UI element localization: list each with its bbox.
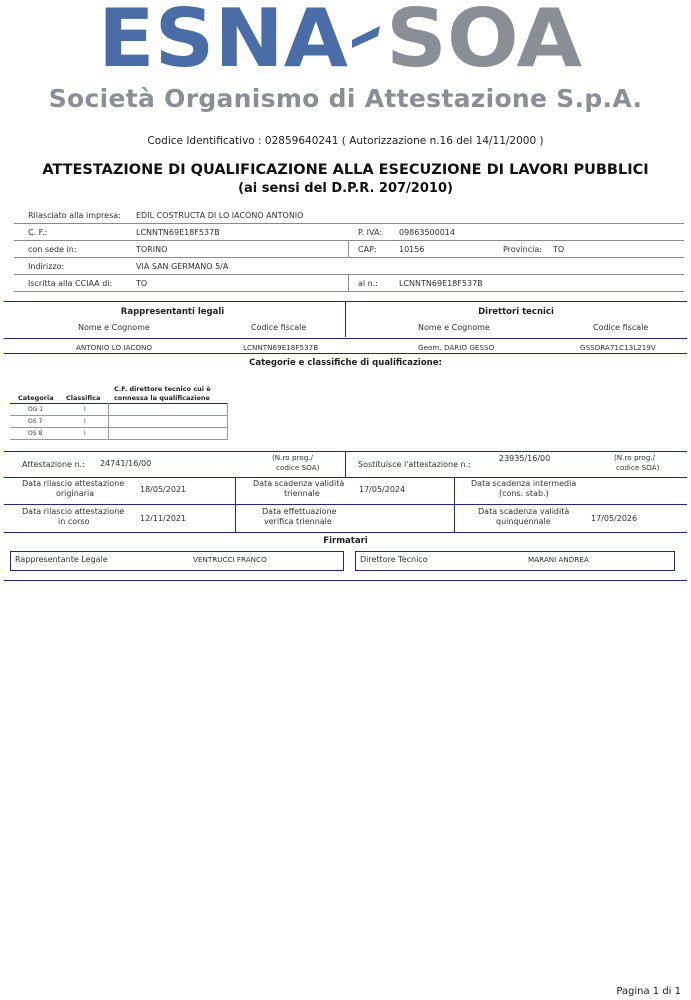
- rappresentanti-col-cf: Codice fiscale: [251, 323, 307, 332]
- logo-dash-shape: [352, 26, 380, 48]
- piva-label: P. IVA:: [358, 228, 383, 237]
- table-row-categoria: OG 1: [28, 406, 44, 413]
- divider: [108, 403, 109, 440]
- rilascio-corso-value: 12/11/2021: [140, 514, 187, 523]
- nro-prog2-2: codice SOA): [616, 463, 660, 472]
- table-row-classifica: I: [84, 418, 86, 425]
- cf-value: LCNNTN69E18F537B: [136, 228, 220, 237]
- direttori-title: Direttori tecnici: [478, 307, 554, 317]
- col-cf-direttore-2: connessa la qualificazione: [114, 394, 210, 402]
- scadenza-triennale-label-1: Data scadenza validità: [253, 479, 345, 488]
- direttori-col-cf: Codice fiscale: [593, 323, 649, 332]
- rilasciato-label: Rilasciato alla impresa:: [28, 211, 121, 220]
- categorie-title: Categorie e classifiche di qualificazione:: [249, 358, 442, 368]
- nro-prog-2: codice SOA): [276, 463, 320, 472]
- col-cf-direttore-1: C.F. direttore tecnico cui è: [114, 385, 211, 393]
- divider: [14, 257, 684, 258]
- categorie-table: [10, 382, 228, 442]
- attestazione-label: Attestazione n.:: [22, 460, 85, 469]
- divider-gap: [348, 224, 349, 240]
- firmatario-direttore-value: MARANI ANDREA: [528, 555, 589, 564]
- divider-gap: [348, 257, 349, 274]
- rappresentante-cf: LCNNTN69E18F537B: [243, 343, 319, 352]
- divider: [4, 580, 687, 581]
- sede-label: con sede in:: [28, 245, 77, 254]
- divider: [4, 477, 687, 478]
- rappresentanti-title: Rappresentanti legali: [120, 307, 225, 317]
- provincia-value: TO: [553, 245, 565, 254]
- divider: [227, 403, 228, 440]
- scadenza-intermedia-label-1: Data scadenza intermedia: [471, 479, 577, 488]
- page-number: Pagina 1 di 1: [616, 986, 681, 997]
- codice-identificativo: Codice Identificativo : 02859640241 ( Autorizzazione n.16 del 14/11/2000 ): [147, 135, 544, 147]
- col-categoria: Categoria: [18, 394, 54, 402]
- divider: [345, 451, 346, 477]
- firmatario-rappresentante-label: Rappresentante Legale: [15, 555, 108, 564]
- divider: [10, 403, 228, 404]
- scadenza-quinquennale-value: 17/05/2026: [591, 514, 638, 523]
- col-classifica: Classifica: [66, 394, 101, 402]
- firmatari-title: Firmatari: [323, 536, 368, 546]
- divider: [14, 291, 684, 292]
- divider: [454, 477, 455, 532]
- verifica-triennale-label-2: verifica triennale: [264, 517, 332, 526]
- table-row-categoria: OS 7: [28, 418, 43, 425]
- divider: [14, 240, 684, 241]
- cf-label: C. F.:: [28, 228, 48, 237]
- scadenza-quinquennale-label-2: quinquennale: [496, 517, 551, 526]
- sostituisce-label: Sostituisce l'attestazione n.:: [358, 460, 471, 469]
- piva-value: 09863500014: [399, 228, 455, 237]
- divider: [4, 353, 687, 354]
- logo-esna-text: ESNA: [98, 0, 349, 80]
- sede-value: TORINO: [136, 245, 168, 254]
- verifica-triennale-label-1: Data effettuazione: [262, 507, 337, 516]
- rilascio-originaria-label-2: originaria: [56, 489, 95, 498]
- divider: [14, 274, 684, 275]
- table-row-classifica: I: [84, 406, 86, 413]
- divider: [4, 504, 687, 505]
- rilascio-corso-label-2: in corso: [58, 517, 90, 526]
- rappresentante-nome: ANTONIO LO IACONO: [76, 343, 153, 352]
- firmatario-direttore-label: Direttore Tecnico: [360, 555, 428, 564]
- firmatario-rappresentante-value: VENTRUCCI FRANCO: [193, 555, 267, 564]
- table-row-categoria: OS 8: [28, 430, 43, 437]
- nro-prog2-1: (N.ro prog./: [614, 453, 655, 462]
- divider: [10, 439, 228, 440]
- indirizzo-value: VIA SAN GERMANO 5/A: [136, 262, 229, 271]
- logo-graphic: [0, 0, 691, 80]
- direttore-cf: GSSDRA71C13L219V: [580, 343, 656, 352]
- aln-label: al n.:: [358, 279, 378, 288]
- cciaa-value: TO: [136, 279, 148, 288]
- rilascio-originaria-label-1: Data rilascio attestazione: [22, 479, 125, 488]
- aln-value: LCNNTN69E18F537B: [399, 279, 483, 288]
- scadenza-quinquennale-label-1: Data scadenza validità: [478, 507, 570, 516]
- document-title: ATTESTAZIONE DI QUALIFICAZIONE ALLA ESECUZIONE DI LAVORI PUBBLICI: [42, 162, 649, 178]
- scadenza-triennale-value: 17/05/2024: [359, 485, 406, 494]
- logo-soa-text: SOA: [386, 0, 583, 80]
- document-subtitle: (ai sensi del D.P.R. 207/2010): [238, 181, 453, 196]
- indirizzo-label: Indirizzo:: [28, 262, 65, 271]
- firmatario-rappresentante-box: [10, 551, 344, 571]
- rilascio-corso-label-1: Data rilascio attestazione: [22, 507, 125, 516]
- nro-prog-1: (N.ro prog./: [272, 453, 313, 462]
- scadenza-triennale-label-2: triennale: [284, 489, 320, 498]
- divider: [10, 427, 228, 428]
- divider: [4, 338, 687, 339]
- cap-value: 10156: [399, 245, 425, 254]
- attestazione-value: 24741/16/00: [100, 459, 152, 468]
- rappresentanti-col-nome: Nome e Cognome: [78, 323, 150, 332]
- divider: [235, 477, 236, 532]
- scadenza-intermedia-label-2: (cons. stab.): [499, 489, 549, 498]
- direttori-col-nome: Nome e Cognome: [418, 323, 490, 332]
- provincia-label: Provincia:: [503, 245, 542, 254]
- rilascio-originaria-value: 18/05/2021: [140, 485, 187, 494]
- table-row-classifica: I: [84, 430, 86, 437]
- divider: [10, 415, 228, 416]
- cciaa-label: Iscritta alla CCIAA di:: [28, 279, 113, 288]
- firmatario-direttore-box: [355, 551, 675, 571]
- cap-label: CAP:: [358, 245, 377, 254]
- direttore-nome: Geom. DARIO GESSO: [418, 343, 495, 352]
- divider: [14, 223, 684, 224]
- sostituisce-value: 23935/16/00: [499, 454, 551, 463]
- divider: [4, 532, 687, 533]
- company-name: Società Organismo di Attestazione S.p.A.: [48, 84, 643, 113]
- rilasciato-value: EDIL COSTRUCTA DI LO IACONO ANTONIO: [136, 211, 304, 220]
